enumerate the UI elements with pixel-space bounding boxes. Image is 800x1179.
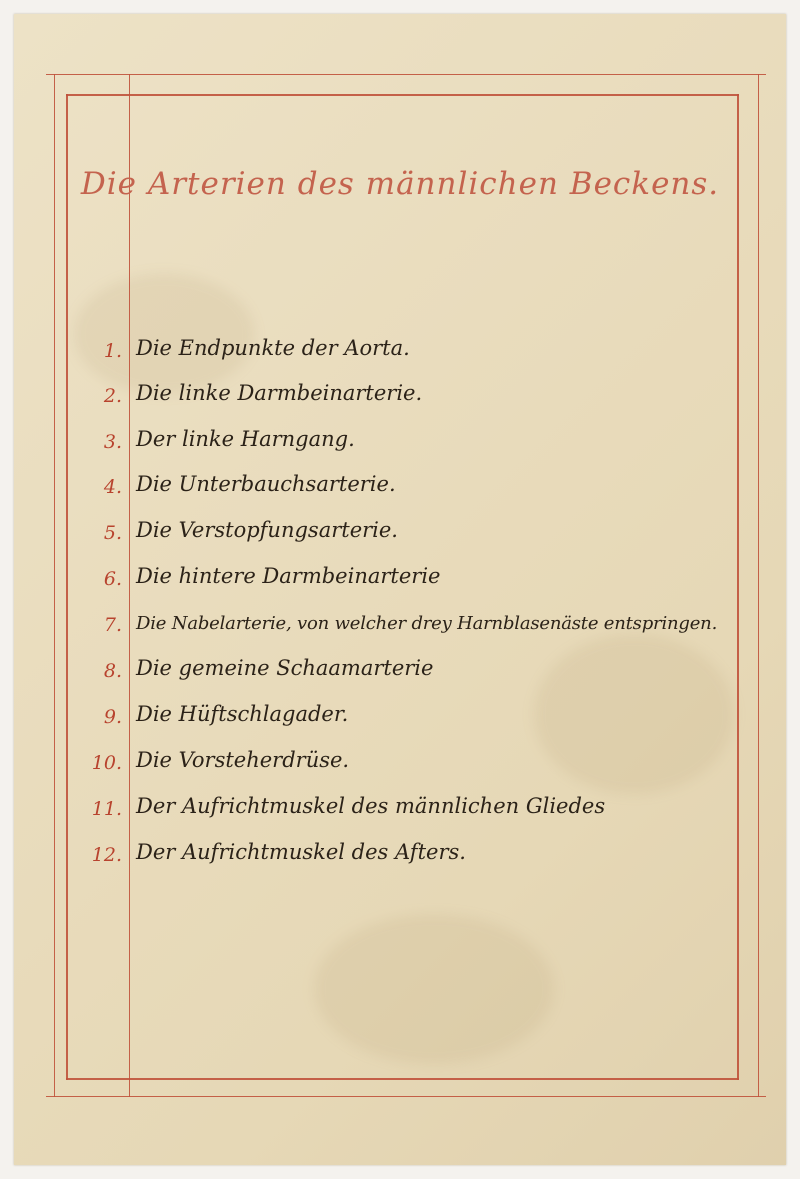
list-item	[14, 790, 786, 830]
list-item	[14, 468, 786, 508]
item-text: Die Hüftschlagader.	[136, 702, 349, 726]
item-text: Der Aufrichtmuskel des männlichen Gliedes	[136, 794, 606, 818]
manuscript-page	[14, 14, 786, 1165]
list-item	[14, 744, 786, 784]
item-number: 6.	[103, 568, 122, 590]
list-item	[14, 514, 786, 554]
list-item	[14, 698, 786, 738]
item-text: Die Vorsteherdrüse.	[136, 748, 350, 772]
item-number: 8.	[103, 660, 122, 682]
item-number: 7.	[103, 614, 122, 636]
list-item	[14, 423, 786, 463]
item-text: Die Nabelarterie, von welcher drey Harnblasenäste entspringen.	[136, 613, 718, 634]
list-item	[14, 377, 786, 417]
outer-frame-bottom	[46, 1096, 766, 1097]
item-number: 1.	[103, 340, 122, 362]
item-text: Die hintere Darmbeinarterie	[136, 564, 441, 588]
list-item	[14, 836, 786, 876]
list-item	[14, 332, 786, 372]
item-text: Die Unterbauchsarterie.	[136, 472, 396, 496]
item-text: Die Endpunkte der Aorta.	[136, 336, 410, 360]
page-title: Die Arterien des männlichen Beckens.	[80, 166, 720, 202]
list-item	[14, 606, 786, 646]
item-text: Der linke Harngang.	[136, 427, 355, 451]
inner-frame-bottom	[66, 1078, 739, 1080]
item-number: 12.	[91, 844, 122, 866]
item-number: 5.	[103, 522, 122, 544]
item-text: Die gemeine Schaamarterie	[136, 656, 434, 680]
outer-frame-top	[46, 74, 766, 75]
list-item	[14, 560, 786, 600]
item-text: Die Verstopfungsarterie.	[136, 518, 398, 542]
item-number: 10.	[91, 752, 122, 774]
item-number: 2.	[103, 385, 122, 407]
item-number: 9.	[103, 706, 122, 728]
paper-stain	[314, 914, 554, 1064]
list-item	[14, 652, 786, 692]
inner-frame-top	[66, 94, 739, 96]
item-number: 3.	[103, 431, 122, 453]
item-text: Der Aufrichtmuskel des Afters.	[136, 840, 466, 864]
item-text: Die linke Darmbeinarterie.	[136, 381, 423, 405]
item-number: 11.	[91, 798, 122, 820]
item-number: 4.	[103, 476, 122, 498]
